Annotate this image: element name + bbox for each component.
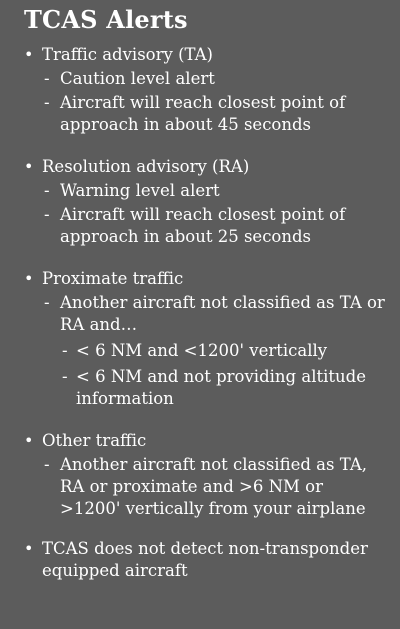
bullet-other-traffic xyxy=(24,430,388,520)
sub-bullet: - Aircraft will reach closest point of approach in about 25 seconds xyxy=(42,204,388,248)
bullet-text: Resolution advisory (RA) xyxy=(42,157,250,176)
bullet-proximate-traffic xyxy=(24,268,388,410)
bullet-text: Proximate traffic xyxy=(42,269,184,288)
bullet-tcas-detection xyxy=(24,538,388,582)
sub-bullet: - Another aircraft not classified as TA, RA or proximate and >6 NM or >1200' vertically from your airplane xyxy=(42,454,388,520)
bullet-text: Other traffic xyxy=(42,431,147,450)
sub-list xyxy=(42,292,388,410)
sub-bullet: - Warning level alert xyxy=(42,180,388,202)
slide-title: TCAS Alerts xyxy=(24,5,188,34)
sub-sub-list xyxy=(60,340,388,410)
sub-list xyxy=(42,454,388,520)
sub-list xyxy=(42,68,388,136)
sub-sub-bullet: - < 6 NM and <1200' vertically xyxy=(60,340,388,362)
bullet-traffic-advisory xyxy=(24,44,388,136)
sub-bullet xyxy=(42,292,388,410)
bullet-list xyxy=(24,44,388,582)
bullet-text: Traffic advisory (TA) xyxy=(42,45,213,64)
sub-sub-bullet: - < 6 NM and not providing altitude information xyxy=(60,366,388,410)
bullet-text: TCAS does not detect non-transponder equipped aircraft xyxy=(42,539,368,580)
sub-list xyxy=(42,180,388,248)
bullet-resolution-advisory xyxy=(24,156,388,248)
sub-bullet-text: Another aircraft not classified as TA or RA and… xyxy=(60,293,385,334)
sub-bullet: - Caution level alert xyxy=(42,68,388,90)
sub-bullet: - Aircraft will reach closest point of approach in about 45 seconds xyxy=(42,92,388,136)
